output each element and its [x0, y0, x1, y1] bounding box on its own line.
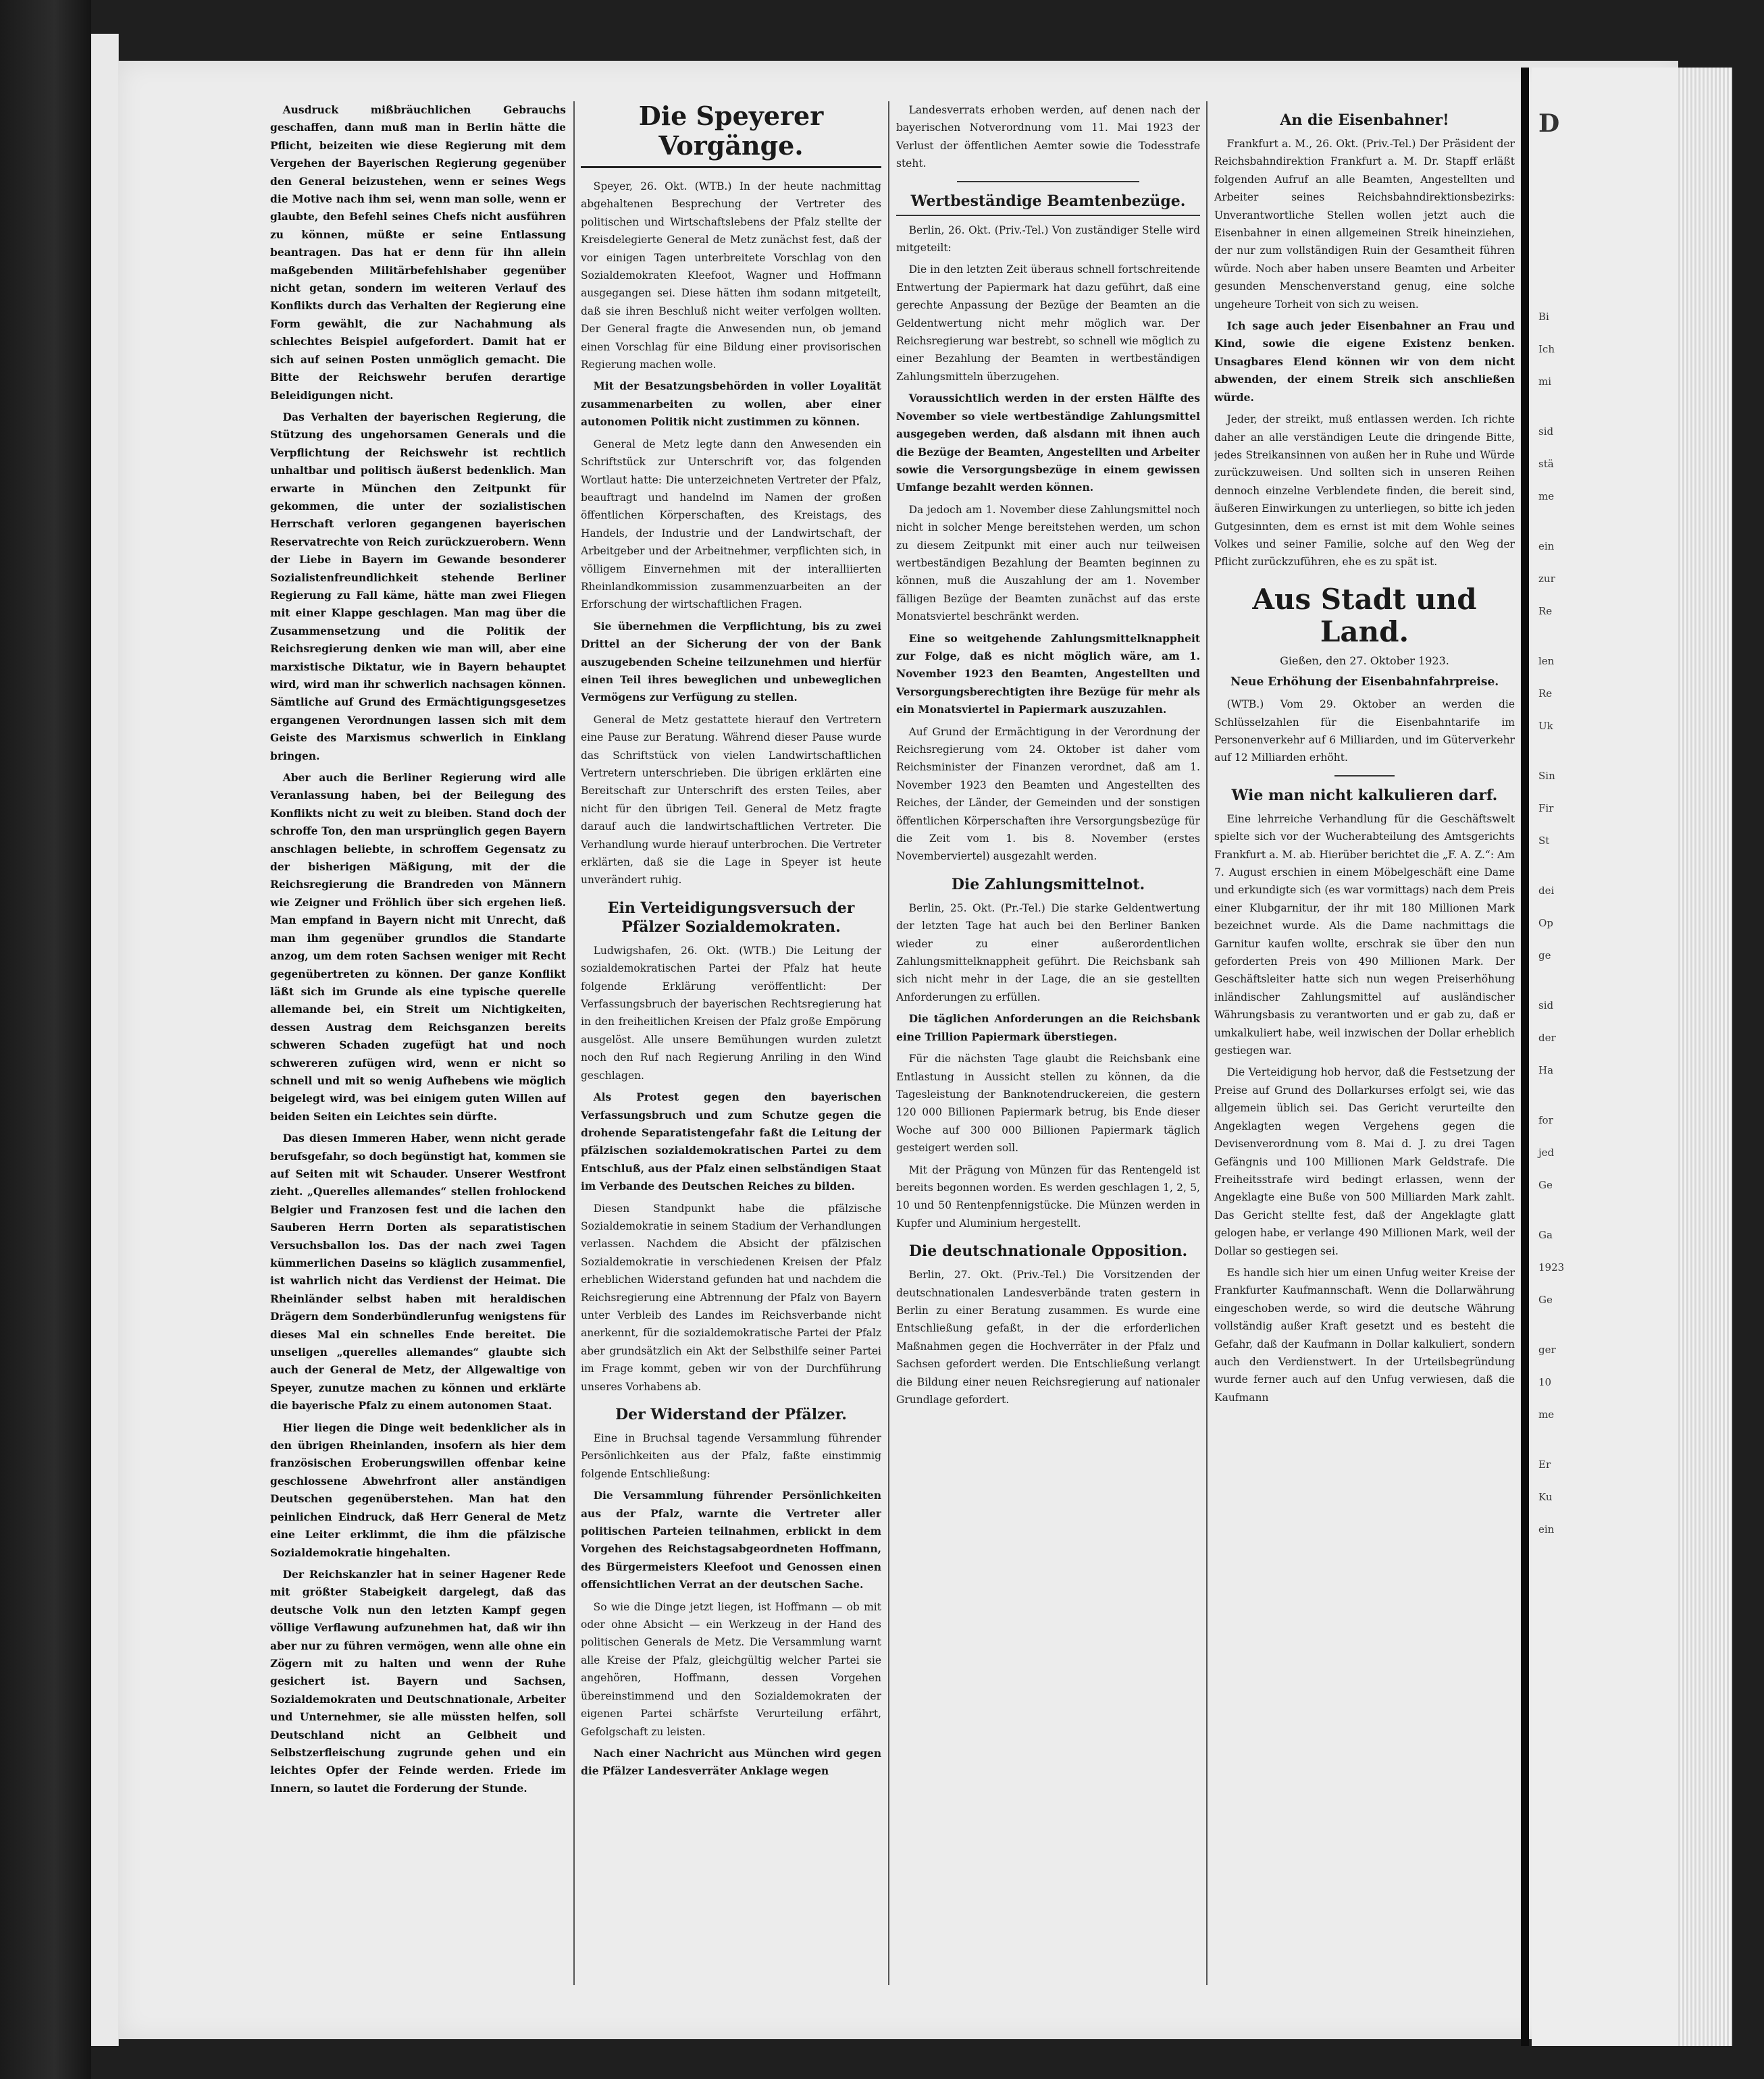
adjacent-page-fragment: 1923: [1538, 1261, 1565, 1273]
adjacent-page-fragment: ein: [1538, 1523, 1555, 1535]
col4-paragraph: Es handle sich hier um einen Unfug weiter Kreise der Frankfurter Kaufmannschaft. Wenn die Dollarwährung eingeschoben werde, so wird die deutsche Währung vollständig außer Kraft gesetzt und es besteht die Gefahr, daß der Kaufmann in Dollar kalkuliert, sondern auch den Verdienstwert. In der Urteilsbegründung wurde ferner auch auf den Unfug verwiesen, daß die Kaufmann: [1214, 1266, 1515, 1404]
adjacent-page-fragment: Uk: [1538, 720, 1553, 732]
headline-kalkulieren: Wie man nicht kalkulieren darf.: [1231, 786, 1498, 804]
adjacent-page-fragment: Ku: [1538, 1491, 1553, 1503]
adjacent-page-fragment: for: [1538, 1114, 1553, 1126]
adjacent-page-fragment: jed: [1538, 1147, 1555, 1159]
adjacent-page-fragment: Op: [1538, 917, 1553, 929]
headline-verteidigungsversuch: Ein Verteidigungsversuch der Pfälzer Sozialdemokraten.: [607, 899, 855, 936]
adjacent-page-fragment: der: [1538, 1032, 1556, 1044]
adjacent-page-fragment: Ge: [1538, 1179, 1553, 1191]
adjacent-page-fragment: zur: [1538, 573, 1555, 585]
col1-paragraph: Der Reichskanzler hat in seiner Hagener Rede mit größter Stabeigkeit dargelegt, daß das deutsche Volk nun den letzten Kampf gegen völlige Verflawung aufzunehmen hat, daß wir ihn aber nur zu führen vermögen, wenn alle ohne ein Zögern mit zu halten und wenn der Ruhe gesichert ist. Bayern und Sachsen, Sozialdemokraten und Deutschnationale, Arbeiter und Unternehmer, sie alle müssten helfen, soll Deutschland nicht an Gelbheit und Selbstzerfleischung zugrunde gehen und ein leichtes Opfer der Feinde werden. Friede im Innern, so lautet die Forderung der Stunde.: [270, 1567, 566, 1795]
col2-paragraph: General de Metz legte dann den Anwesenden ein Schriftstück zur Unterschrift vor, das folgenden Wortlaut hatte: Die unterzeichneten Vertreter der Pfalz, beauftragt und handelnd im Namen der großen öffentlichen Körperschaften, des Kreistags, des Handels, der Industrie und der Landwirtschaft, der Arbeitgeber und der Arbeitnehmer, verpflichten sich, in völligem Einvernehmen mit der interalliierten Rheinlandkommission zusammenzuarbeiten an der Erforschung der wirtschaftlichen Fragen.: [581, 438, 881, 611]
column-2: [581, 101, 881, 1985]
col3-paragraph: Da jedoch am 1. November diese Zahlungsmittel noch nicht in solcher Menge bereitstehen werden, um schon zu diesem Zeitpunkt mit einer auch nur teilweisen wertbeständigen Bezahlung der Beamten beginnen zu können, muß die Auszahlung der am 1. November fälligen Bezüge der Beamten zunächst auf das erste Monatsviertel beschränkt werden.: [896, 503, 1200, 623]
col2-paragraph: Als Protest gegen den bayerischen Verfassungsbruch und zum Schutze gegen die drohende Separatistengefahr faßt die Leitung der pfälzischen sozialdemokratischen Partei zu dem Entschluß, aus der Pfalz einen selbständigen Staat im Verbande des Deutschen Reiches zu bilden.: [581, 1090, 881, 1193]
book-binding: [0, 0, 91, 2079]
column-1: [270, 101, 566, 1985]
col1-paragraph: Das diesen Immeren Haber, wenn nicht gerade berufsgefahr, so doch begünstigt hat, kommen sie auf Seiten mit wit Schauder. Unserer Westfront zieht. „Querelles allemandes“ stellen frohlockend Belgier und Franzosen fest und die lachen den Sauberen Herrn Dorten als separatistischen Versuchsballon los. Das der nach zwei Tagen kümmerlichen Daseins so kläglich zusammenfiel, ist wahrlich nicht das Verdienst der Heimat. Die Rheinländer selbst haben mit heraldischen Drägern dem Sonderbündlerunfug wenigstens für dieses Mal ein schnelles Ende bereitet. Die unseligen „querelles allemandes“ glaubte sich auch der General de Metz, der Allgewaltige von Speyer, zunutze machen zu können und erklärte die bayerische Pfalz zu einem autonomen Staat.: [270, 1132, 566, 1413]
adjacent-page: [1532, 68, 1678, 2046]
col2-paragraph: So wie die Dinge jetzt liegen, ist Hoffmann — ob mit oder ohne Absicht — ein Werkzeug in der Hand des politischen Generals de Metz. Die Versammlung warnt alle Kreise der Pfalz, gleichgültig welcher Partei sie angehören, Hoffmann, dessen Vorgehen übereinstimmend und den Sozialdemokraten der eigenen Partei schärfste Verurteilung erfährt, Gefolgschaft zu leisten.: [581, 1600, 881, 1738]
col4-paragraph: Jeder, der streikt, muß entlassen werden. Ich richte daher an alle verständigen Leute die dringende Bitte, jedes Streikansinnen von außen her in Ruhe und Würde zurückzuweisen. Und sollten sich in unseren Reihen dennoch einzelne Verblendete finden, die bereit sind, äußeren Einwirkungen zu unterliegen, so bitte ich jeden Gutgesinnten, dem es ernst ist mit dem Wohle seines Volkes und seiner Familie, solche auf den Weg der Pflicht zurückzuführen, ehe es zu spät ist.: [1214, 413, 1515, 569]
adjacent-page-fragment: ge: [1538, 949, 1551, 962]
column-4: [1214, 101, 1515, 1985]
column-3: [896, 101, 1200, 1985]
col3-paragraph: Voraussichtlich werden in der ersten Hälfte des November so viele wertbeständige Zahlungsmittel ausgegeben werden, daß alsdann mit ihnen auch die Bezüge der Beamten, Angestellten und Arbeiter sowie die Versorgungsbezüge in einem gewissen Umfange bezahlt werden können.: [896, 392, 1200, 494]
headline-widerstand: Der Widerstand der Pfälzer.: [615, 1406, 847, 1423]
col3-paragraph: Berlin, 26. Okt. (Priv.-Tel.) Von zuständiger Stelle wird mitgeteilt:: [896, 223, 1200, 255]
adjacent-page-fragment: Ha: [1538, 1064, 1554, 1076]
adjacent-page-fragment: Sin: [1538, 770, 1555, 782]
headline-aus-stadt-und-land: Aus Stadt und Land.: [1252, 582, 1477, 648]
col4-paragraph: (WTB.) Vom 29. Oktober an werden die Schlüsselzahlen für die Eisenbahntarife im Personenverkehr auf 6 Milliarden, und im Güterverkehr auf 12 Milliarden erhöht.: [1214, 698, 1515, 764]
col3-paragraph: Mit der Prägung von Münzen für das Rentengeld ist bereits begonnen worden. Es werden geschlagen 1, 2, 5, 10 und 50 Rentenpfennigstücke. Die Münzen werden in Kupfer und Aluminium hergestellt.: [896, 1163, 1200, 1230]
adjacent-page-fragment: ger: [1538, 1344, 1556, 1356]
adjacent-page-fragment: dei: [1538, 885, 1555, 897]
col3-paragraph: Berlin, 27. Okt. (Priv.-Tel.) Die Vorsitzenden der deutschnationalen Landesverbände traten gestern in Berlin zu einer Beratung zusammen. Es wurde eine Entschließung gefaßt, in der die erforderlichen Maßnahmen gegen die Hochverräter in der Pfalz und Sachsen gefordert werden. Die Entschließung verlangt die Bildung einer neuen Reichsregierung auf nationaler Grundlage gefordert.: [896, 1269, 1200, 1406]
adjacent-page-fragment: Ga: [1538, 1229, 1553, 1241]
col3-paragraph: Die in den letzten Zeit überaus schnell fortschreitende Entwertung der Papiermark hat dazu geführt, daß eine gerechte Anpassung der Bezüge der Beamten an die Geldentwertung nicht mehr möglich war. Der Reichsregierung war bestrebt, so schnell wie möglich zu einer Bezahlung der Beamten in wertbeständigen Zahlungsmitteln überzugehen.: [896, 263, 1200, 383]
adjacent-page-fragment: me: [1538, 1409, 1555, 1421]
adjacent-page-initial: D: [1538, 109, 1560, 138]
adjacent-page-fragment: Re: [1538, 687, 1553, 700]
column-rule: [573, 101, 575, 1985]
col2-paragraph: Nach einer Nachricht aus München wird gegen die Pfälzer Landesverräter Anklage wegen: [581, 1746, 881, 1778]
headline-speyerer-vorgaenge: Die Speyerer Vorgänge.: [581, 101, 881, 168]
col2-paragraph: Ludwigshafen, 26. Okt. (WTB.) Die Leitung der sozialdemokratischen Partei der Pfalz hat heute folgende Erklärung veröffentlicht: Der Verfassungsbruch der bayerischen Rechtsregierung hat in den freiheitlichen Kreisen der Pfalz große Empörung ausgelöst. Alle unsere Bemühungen wurden zuletzt noch den Ruf nach Regierung Anriling in den Wind geschlagen.: [581, 944, 881, 1082]
adjacent-page-fragment: Bi: [1538, 311, 1549, 323]
adjacent-page-fragment: 10: [1538, 1376, 1552, 1388]
divider: [1334, 775, 1395, 777]
col2-paragraph: Mit der Besatzungsbehörden in voller Loyalität zusammenarbeiten zu wollen, aber einer autonomen Politik nicht zustimmen zu können.: [581, 379, 881, 429]
col4-paragraph: Frankfurt a. M., 26. Okt. (Priv.-Tel.) Der Präsident der Reichsbahndirektion Frankfurt a. M. Dr. Stapff erläßt folgenden Aufruf an alle Beamten, Angestellten und Arbeiter seines Reichsbahndirektionsbezirks: Unverantwortliche Stellen wollen jetzt auch die Eisenbahner in einen allgemeinen Streik hineinziehen, der nur zum vollständigen Ruin der Gesamtheit führen würde. Noch aber haben unsere Beamten und Arbeiter gesunden Menschenverstand genug, eine solche ungeheure Torheit von sich zu weisen.: [1214, 138, 1515, 311]
adjacent-page-fragment: len: [1538, 655, 1555, 667]
adjacent-page-fragment: Ge: [1538, 1294, 1553, 1306]
page-edge: [91, 34, 119, 2046]
col1-paragraph: Ausdruck mißbräuchlichen Gebrauchs geschaffen, dann muß man in Berlin hätte die Pflicht, beizeiten wie diese Regierung mit dem Vergehen der Bayerischen Regierung gegenüber den General beizustehen, wenn er seines Wegs die Motive nach ihm sei, wenn man solle, wenn er glaubte, den Befehl seines Chefs nicht ausführen zu können, müßte er seine Entlassung beantragen. Das hat er denn für ihn allein maßgebenden Militärbefehlshaber gegenüber nicht getan, sondern im weiteren Verlauf des Konflikts durch das Verhalten der Regierung eine Form gewählt, die zur Nachahmung als schlechtes Beispiel aufgefordert. Damit hat er sich auf seinen Posten unmöglich gemacht. Die Bitte der Reichswehr berufen derartige Beleidigungen nicht.: [270, 103, 566, 402]
col1-paragraph: Das Verhalten der bayerischen Regierung, die Stützung des ungehorsamen Generals und die Verpflichtung der Reichswehr ist rechtlich unhaltbar und politisch äußerst bedenklich. Man erwarte in München den Zeitpunkt für gekommen, die unter der sozialistischen Herrschaft verloren gegangenen bayerischen Reservatrechte von Reich zurückzuerobern. Wenn der Liebe in Bayern im Gewande besonderer Sozialistenfreundlichkeit stehende Berliner Regierung zu Fall käme, hätte man zwei Fliegen mit einer Klappe geschlagen. Man mag über die Zusammensetzung und die Politik der Reichsregierung denken wie man will, aber eine marxistische Diktatur, wie in Bayern behauptet wird, wird man ihr schwerlich nachsagen können. Sämtliche auf Grund des Ermächtigungsgesetzes ergangenen Verordnungen lassen sich mit dem Geiste des Marxismus schwerlich in Einklang bringen.: [270, 410, 566, 762]
divider: [957, 181, 1139, 182]
col4-paragraph: Ich sage auch jeder Eisenbahner an Frau und Kind, sowie die eigene Existenz benken. Unsagbares Elend können wir von dem nicht abwenden, der einem Streik sich anschließen würde.: [1214, 319, 1515, 404]
headline-beamtenbezuege: Wertbeständige Beamtenbezüge.: [896, 192, 1200, 216]
adjacent-page-fragment: St: [1538, 835, 1550, 847]
col4-paragraph: Eine lehrreiche Verhandlung für die Geschäftswelt spielte sich vor der Wucherabteilung des Amtsgerichts Frankfurt a. M. ab. Hierüber berichtet die „F. A. Z.“: Am 7. August erschien in einem Möbelgeschäft eine Dame und erkundigte sich (es war vormittags) nach dem Preis einer Klubgarnitur, der ihr mit 180 Millionen Mark bezeichnet wurde. Als die Dame nachmittags die Garnitur kaufen wollte, erschrak sie über den nun geforderten Preis von 490 Millionen Mark. Der Geschäftsleiter hatte sich nun wegen Preiserhöhung inländischer Zahlungsmittel auf ausländischer Währungsbasis zu verantworten und er gab zu, daß er umkalkuliert habe, weil inzwischen der Dollar erheblich gestiegen war.: [1214, 812, 1515, 1057]
col1-paragraph: Aber auch die Berliner Regierung wird alle Veranlassung haben, bei der Beilegung des Konflikts nicht zu weit zu bleiben. Stand doch der schroffe Ton, den man ursprünglich gegen Bayern anschlagen beliebte, in schroffem Gegensatz zu der bisherigen Mäßigung, mit der die Reichsregierung die Brandreden von Männern wie Zeigner und Fröhlich über sich ergehen ließ. Man empfand in Bayern nicht mit Unrecht, daß man ihm gegenüber grundlos die Standarte anzog, um dem roten Sachsen weniger mit Recht gegenübertreten zu können. Der ganze Konflikt läßt sich im Grunde als eine typische querelle allemande bei, ein Streit um Nichtigkeiten, dessen Austrag dem Reichsganzen bereits schweren Schaden zugefügt hat und noch schwereren zufügen wird, wenn er nicht so schnell und mit so wenig Aufhebens wie möglich beigelegt wird, was bei einigem guten Willen auf beiden Seiten ein Leichtes sein dürfte.: [270, 771, 566, 1123]
col3-paragraph: Berlin, 25. Okt. (Pr.-Tel.) Die starke Geldentwertung der letzten Tage hat auch bei den Berliner Banken wieder zu einer außerordentlichen Zahlungsmittelknappheit geführt. Die Reichsbank sah sich nicht mehr in der Lage, die an sie gestellten Anforderungen zu erfüllen.: [896, 901, 1200, 1003]
col3-paragraph: Auf Grund der Ermächtigung in der Verordnung der Reichsregierung vom 24. Oktober ist daher vom Reichsminister der Finanzen verordnet, daß am 1. November 1923 den Beamten und Angestellten des Reiches, der Länder, der Gemeinden und der sonstigen öffentlichen Körperschaften ihre Versorgungsbezüge für die Zeit vom 1. bis 8. November (erstes Novemberviertel) ausgezahlt werden.: [896, 725, 1200, 863]
col3-paragraph: Für die nächsten Tage glaubt die Reichsbank eine Entlastung in Aussicht stellen zu können, da die Tagesleistung der Banknotendruckereien, die gestern 120 000 Billionen Papiermark betrug, bis Ende dieser Woche auf 300 000 Billionen Papiermark täglich gesteigert werden soll.: [896, 1053, 1200, 1155]
col2-paragraph: Diesen Standpunkt habe die pfälzische Sozialdemokratie in seinem Stadium der Verhandlungen verlassen. Nachdem die Absicht der pfälzischen Sozialdemokratie in verschiedenen Kreisen der Pfalz erheblichen Widerstand gefunden hat und nachdem die Reichsregierung eine Abtrennung der Pfalz von Bayern unter Verbleib des Landes im Reichsverbande nicht anerkennt, für die sozialdemokratische Partei der Pfalz aber grundsätzlich ein Akt der Selbsthilfe seiner Partei im Frage kommt, geben wir von der Durchführung unseres Vorhabens ab.: [581, 1202, 881, 1393]
deck-eisenbahnfahrpreise: Neue Erhöhung der Eisenbahnfahrpreise.: [1230, 675, 1499, 689]
col2-paragraph: General de Metz gestattete hierauf den Vertretern eine Pause zur Beratung. Während dieser Pause wurde das Schriftstück von vielen Landwirtschaftlichen Vertretern unterschrieben. Die übrigen erklärten eine Bereitschaft zur Unterschrift des ersten Teiles, aber nicht für den übrigen Teil. General de Metz fragte darauf auch die landwirtschaftlichen Vertreter. Die Verhandlung wurde hierauf unterbrochen. Die Vertreter erklärten, daß sie die Lage in Speyer ist heute unverändert ruhig.: [581, 713, 881, 887]
adjacent-page-fragment: ein: [1538, 540, 1555, 552]
page-stack-edge: [1678, 68, 1732, 2046]
adjacent-page-fragment: Fir: [1538, 802, 1554, 814]
adjacent-page-fragment: mi: [1538, 375, 1552, 388]
column-rule: [888, 101, 889, 1985]
col2-paragraph: Speyer, 26. Okt. (WTB.) In der heute nachmittag abgehaltenen Besprechung der Vertreter des politischen und Wirtschaftslebens der Pfalz stellte der Kreisdelegierte General de Metz zunächst fest, daß der vor einigen Tagen unterbreitete Vorschlag von den Sozialdemokraten Kleefoot, Wagner und Hoffmann ausgegangen sei. Diese hätten ihm sodann mitgeteilt, daß sie ihren Beschluß nicht weiter verfolgen wollten. Der General fragte die Anwesenden nun, ob jemand einen Vorschlag für eine Bildung einer provisorischen Regierung machen wolle.: [581, 180, 881, 371]
col2-paragraph: Die Versammlung führender Persönlichkeiten aus der Pfalz, warnte die Vertreter aller politischen Parteien teilnahmen, erblickt in dem Vorgehen des Reichstagsabgeordneten Hoffmann, des Bürgermeisters Kleefoot und Genossen einen offensichtlichen Verrat an der deutschen Sache.: [581, 1489, 881, 1591]
col1-paragraph: Hier liegen die Dinge weit bedenklicher als in den übrigen Rheinlanden, insofern als hier dem französischen Eroberungswillen offenbar keine geschlossene Abwehrfront aller anständigen Deutschen gegenüberstehen. Man hat den peinlichen Eindruck, daß Herr General de Metz eine Leiter erklimmt, die ihm die pfälzische Sozialdemokratie hingehalten.: [270, 1421, 566, 1559]
headline-eisenbahner: An die Eisenbahner!: [1280, 111, 1449, 129]
page-separator: [1521, 68, 1529, 2046]
col3-paragraph: Landesverrats erhoben werden, auf denen nach der bayerischen Notverordnung vom 11. Mai 1923 der Verlust der öffentlichen Aemter sowie die Todesstrafe steht.: [896, 104, 1200, 170]
adjacent-page-fragment: Re: [1538, 605, 1553, 617]
col3-paragraph: Eine so weitgehende Zahlungsmittelknappheit zur Folge, daß es nicht möglich wäre, am 1. November 1923 den Beamten, Angestellten und Versorgungsberechtigten ihre Bezüge für mehr als ein Monatsviertel in Papiermark auszuzahlen.: [896, 631, 1200, 716]
col3-paragraph: Die täglichen Anforderungen an die Reichsbank eine Trillion Papiermark überstiegen.: [896, 1012, 1200, 1043]
column-rule: [1206, 101, 1208, 1985]
adjacent-page-fragment: Er: [1538, 1458, 1551, 1471]
headline-opposition: Die deutschnationale Opposition.: [908, 1242, 1188, 1261]
col4-paragraph: Die Verteidigung hob hervor, daß die Festsetzung der Preise auf Grund des Dollarkurses erfolgt sei, wie das allgemein üblich sei. Das Gericht verurteilte den Angeklagten wegen Vergehens gegen die Devisenverordnung vom 8. Mai d. J. zu drei Tagen Gefängnis und 100 Millionen Mark Geldstrafe. Die Freiheitsstrafe wird bedingt erlassen, wenn der Angeklagte eine Buße von 500 Milliarden Mark zahlt. Das Gericht stellte fest, daß der Angeklagte glatt gelogen habe, er verlange 490 Millionen Mark, weil der Dollar so gestiegen sei.: [1214, 1066, 1515, 1257]
adjacent-page-fragment: stä: [1538, 458, 1554, 470]
col2-paragraph: Eine in Bruchsal tagende Versammlung führender Persönlichkeiten aus der Pfalz, faßte einstimmig folgende Entschließung:: [581, 1432, 881, 1480]
adjacent-page-fragment: me: [1538, 490, 1555, 502]
dateline: Gießen, den 27. Oktober 1923.: [1280, 654, 1449, 667]
adjacent-page-fragment: Ich: [1538, 343, 1555, 355]
adjacent-page-fragment: sid: [1538, 999, 1554, 1011]
adjacent-page-fragment: sid: [1538, 425, 1554, 438]
col2-paragraph: Sie übernehmen die Verpflichtung, bis zu zwei Drittel an der Sicherung der von der Bank auszugebenden Scheine teilzunehmen und hierfür einen Teil ihres beweglichen und unbeweglichen Vermögens zur Verfügung zu stellen.: [581, 619, 881, 704]
headline-zahlungsmittelnot: Die Zahlungsmittelnot.: [951, 875, 1145, 893]
